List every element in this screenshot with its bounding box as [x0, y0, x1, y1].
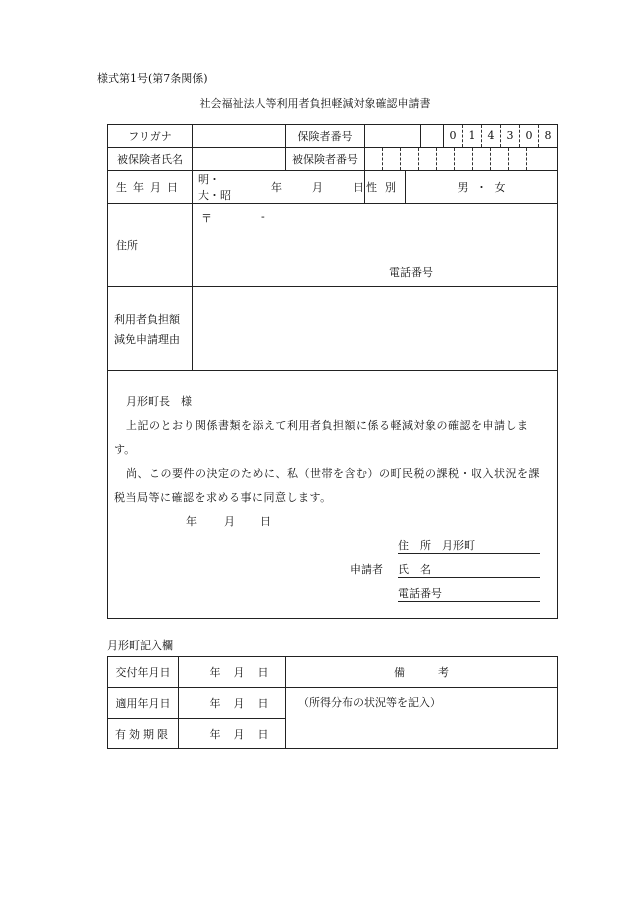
insurer-digit: 1	[462, 125, 481, 147]
apply-date-field[interactable]	[179, 688, 286, 719]
furigana-label: フリガナ	[108, 125, 193, 148]
birth-label: 生年月日	[108, 171, 193, 204]
insurer-digit: 4	[481, 125, 500, 147]
declaration-section	[108, 371, 558, 619]
applicant-name-line[interactable]	[398, 561, 540, 578]
applicant-phone-line[interactable]	[398, 585, 540, 602]
declaration-text-1b: す。	[114, 443, 136, 456]
postal-dash: -	[261, 210, 265, 223]
validity-field[interactable]	[179, 719, 286, 749]
form-title: 社会福祉法人等利用者負担軽減対象確認申請書	[199, 97, 431, 110]
apply-month: 月	[233, 697, 245, 710]
issue-year: 年	[209, 666, 221, 679]
furigana-field[interactable]	[193, 125, 286, 148]
validity-day: 日	[257, 727, 269, 741]
applicant-table	[107, 124, 558, 619]
sex-options[interactable]: 男 ・ 女	[406, 171, 558, 204]
insured-number-field[interactable]	[365, 148, 558, 171]
insurer-number-field	[365, 125, 558, 148]
validity-month: 月	[233, 727, 245, 741]
insured-name-field[interactable]	[193, 148, 286, 171]
era-options: 明・大・昭	[198, 173, 231, 202]
remarks-label: 備 考	[286, 657, 558, 688]
applicant-address-line[interactable]	[398, 537, 540, 554]
address-label-text: 住所	[116, 239, 138, 252]
birth-field[interactable]	[193, 171, 365, 204]
office-use-table	[107, 656, 558, 749]
validity-year: 年	[209, 727, 221, 741]
issue-date-label: 交付年月日	[108, 657, 179, 688]
declaration-text-1: 上記のとおり関係書類を添えて利用者負担額に係る軽減対象の確認を申請しま	[126, 419, 529, 432]
insured-name-label: 被保険者氏名	[108, 148, 193, 171]
apply-day: 日	[257, 697, 269, 710]
insurer-digit: 0	[519, 125, 538, 147]
remarks-note: （所得分布の状況等を記入）	[298, 696, 441, 709]
address-label-cell	[108, 204, 193, 287]
birth-month-label: 月	[312, 181, 323, 194]
reason-field[interactable]	[193, 287, 558, 371]
applicant-address-label: 住 所 月形町	[398, 539, 475, 552]
birth-day-label: 日	[353, 181, 364, 194]
remarks-field[interactable]	[286, 688, 558, 749]
reason-label-line: 減免申請理由	[114, 332, 180, 346]
date-day-label: 日	[260, 515, 271, 528]
insured-number-label: 被保険者番号	[286, 148, 365, 171]
reason-label	[108, 287, 193, 371]
declaration-text-2: 尚、この要件の決定のために、私（世帯を含む）の町民税の課税・収入状況を課	[126, 467, 540, 480]
apply-year: 年	[209, 697, 221, 710]
address-label	[108, 237, 192, 253]
apply-date-label: 適用年月日	[108, 688, 179, 719]
insurer-number-label: 保険者番号	[286, 125, 365, 148]
insurer-digit: 0	[443, 125, 462, 147]
sex-label: 性別	[365, 171, 406, 204]
issue-month: 月	[233, 666, 245, 679]
address-phone-label: 電話番号	[389, 266, 433, 279]
postal-mark: 〒	[201, 212, 212, 225]
declaration-text-2b: 税当局等に確認を求める事に同意します。	[114, 491, 332, 504]
applicant-name-label: 氏 名	[398, 563, 431, 576]
reason-label-line: 利用者負担額	[114, 312, 180, 326]
issue-date-field[interactable]	[179, 657, 286, 688]
issue-day: 日	[257, 666, 269, 679]
insurer-digit: 3	[500, 125, 519, 147]
form-number: 様式第1号(第7条関係)	[97, 72, 208, 85]
address-field[interactable]	[193, 204, 558, 287]
addressee: 月形町長 様	[126, 395, 192, 408]
date-month-label: 月	[224, 515, 235, 528]
birth-year-label: 年	[271, 181, 282, 194]
applicant-phone-label: 電話番号	[398, 587, 442, 600]
validity-label: 有効期限	[108, 719, 179, 749]
date-year-label: 年	[186, 515, 197, 528]
insurer-digit: 8	[538, 125, 557, 147]
applicant-label: 申請者	[350, 563, 383, 576]
office-use-heading: 月形町記入欄	[107, 639, 173, 652]
